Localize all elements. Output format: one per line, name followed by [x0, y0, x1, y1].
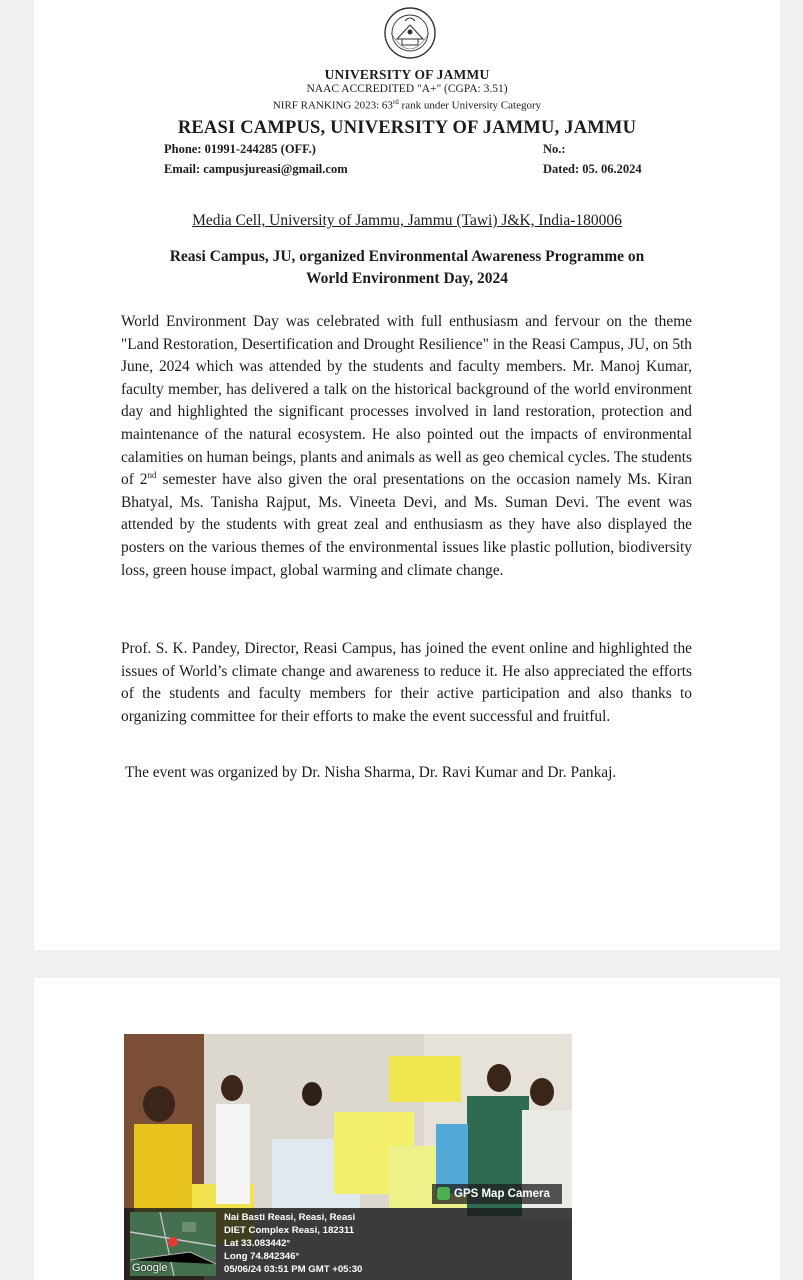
gps-camera-badge: GPS Map Camera — [432, 1184, 562, 1204]
event-photo — [124, 1034, 572, 1280]
paragraph-1: World Environment Day was celebrated with full enthusiasm and fervour on the theme "Land Restoration, Desertification and Drought Resilience" in the Reasi Campus, JU, on 5th June, 2024 which was attended by the students and faculty members. Mr. Manoj Kumar, faculty member, has delivered a talk on the historical background of the world environment day and highlighted the significant processes involved in land restoration, protection and maintenance of the natural ecosystem. He also pointed out the impacts of environmental calamities on human beings, plants and animals as well as geo chemical cycles. The students of 2nd semester have also given the oral presentations on the occasion namely Ms. Kiran Bhatyal, Ms. Tanisha Rajput, Ms. Vineeta Devi, and Ms. Suman Devi. The event was attended by the students with great zeal and enthusiasm as they have also displayed the posters on the various themes of the environmental issues like plastic pollution, biodiversity loss, green house impact, global warming and climate change. — [121, 313, 692, 579]
press-release-title: Reasi Campus, JU, organized Environmental Awareness Programme on World Environment Day, 2024 — [169, 248, 645, 287]
document-date: Dated: 05. 06.2024 — [543, 162, 642, 176]
gps-location-text: Nai Basti Reasi, Reasi, Reasi DIET Complex Reasi, 182311 Lat 33.083442° Long 74.842346° 05/06/24 03:51 PM GMT +05:30 — [224, 1212, 363, 1275]
university-name: UNIVERSITY OF JAMMU — [324, 67, 490, 82]
paragraph-3: The event was organized by Dr. Nisha Sharma, Dr. Ravi Kumar and Dr. Pankaj. — [125, 764, 617, 781]
email-address: Email: campusjureasi@gmail.com — [164, 162, 348, 176]
reference-number: No.: — [543, 142, 566, 156]
campus-name: REASI CAMPUS, UNIVERSITY OF JAMMU, JAMMU — [177, 118, 637, 138]
phone-number: Phone: 01991-244285 (OFF.) — [164, 142, 316, 156]
nirf-ranking: NIRF RANKING 2023: 63rd rank under University Category — [272, 98, 542, 112]
media-cell-line: Media Cell, University of Jammu, Jammu (Tawi) J&K, India-180006 — [192, 212, 622, 229]
paragraph-2: Prof. S. K. Pandey, Director, Reasi Campus, has joined the event online and highlighted the issues of World’s climate change and awareness to reduce it. He also appreciated the efforts of the students and faculty members for their active participation and also thanks to organizing committee for their efforts to make the event successful and fruitful. — [121, 640, 692, 725]
document-page-2 — [34, 978, 780, 1280]
google-map-label: Google — [132, 1262, 168, 1274]
university-emblem-icon — [383, 5, 437, 63]
gps-camera-icon — [437, 1187, 450, 1200]
map-thumbnail — [130, 1212, 216, 1276]
naac-accreditation: NAAC ACCREDITED "A+" (CGPA: 3.51) — [306, 83, 508, 95]
document-page-1 — [34, 0, 780, 950]
gps-info-panel — [124, 1208, 572, 1280]
